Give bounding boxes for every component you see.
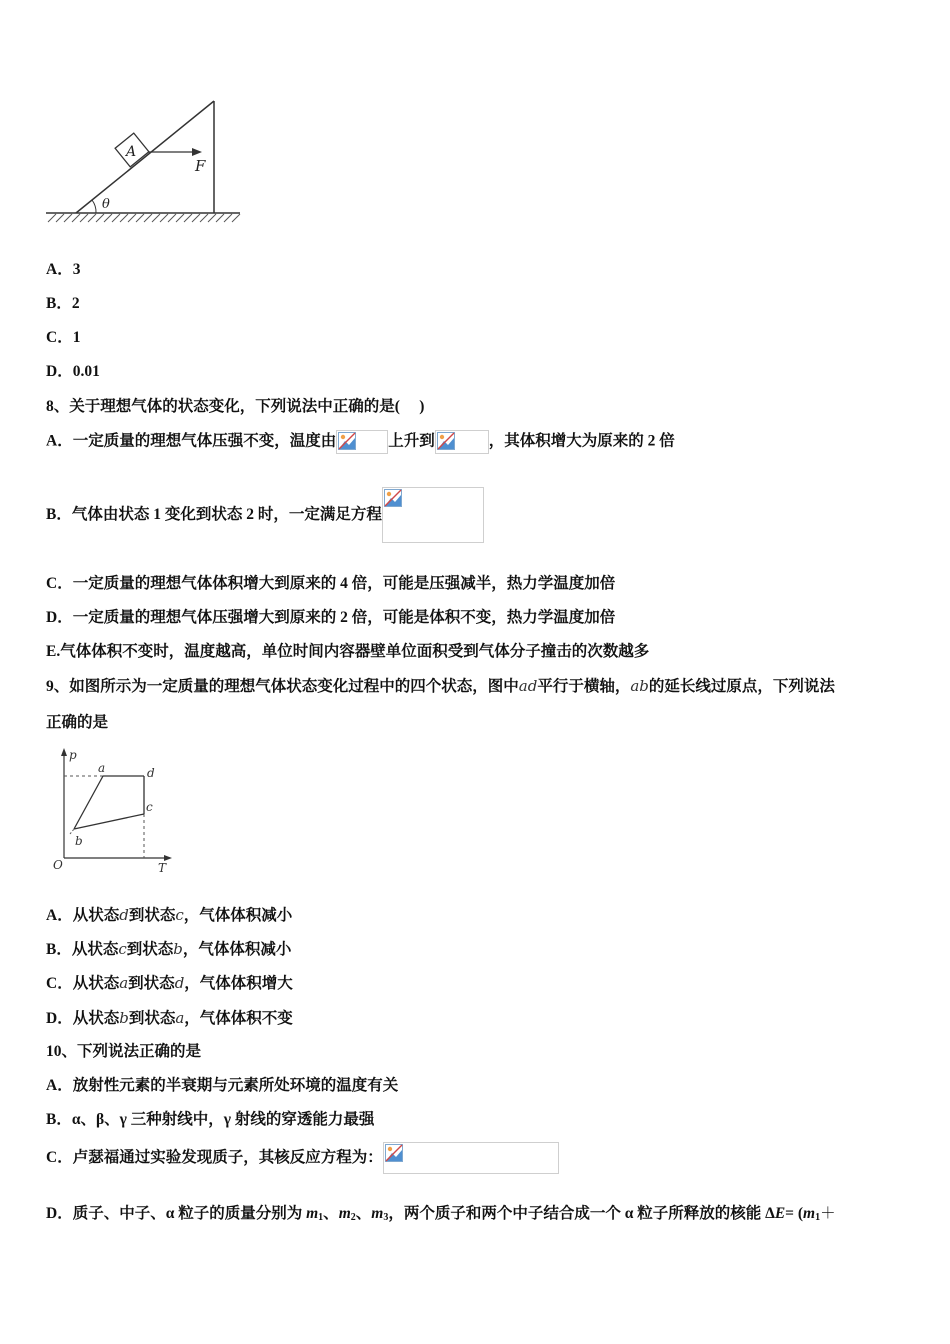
q7-option-c: C．1: [46, 329, 81, 346]
q7-option-d: D．0.01: [46, 363, 100, 380]
state-d-label: d: [147, 766, 155, 780]
q7-option-b: B．2: [46, 295, 80, 312]
q10-option-b: B．α、β、γ 三种射线中，γ 射线的穿透能力最强: [46, 1111, 375, 1128]
q8-option-c: C．一定质量的理想气体体积增大到原来的 4 倍，可能是压强减半，热力学温度加倍: [46, 575, 616, 592]
q10-option-c: C．卢瑟福通过实验发现质子，其核反应方程为：: [46, 1142, 559, 1174]
state-b-label: b: [75, 834, 83, 848]
q8-option-e: E.气体体积不变时，温度越高，单位时间内容器壁单位面积受到气体分子撞击的次数越多: [46, 643, 650, 660]
broken-image-icon: [437, 432, 455, 450]
q10-option-d: D．质子、中子、α 粒子的质量分别为 $m_1$、$m_2$、$m_3$，两个质子和两个中子结合成一个 α 粒子所释放的核能 $\Delta E= (m_1+$: [46, 1205, 836, 1223]
origin-label: O: [53, 858, 63, 872]
q10-option-a: A．放射性元素的半衰期与元素所处环境的温度有关: [46, 1077, 399, 1094]
broken-image-equation: [382, 487, 484, 543]
broken-image-icon: [338, 432, 356, 450]
pt-diagram: [48, 746, 178, 876]
t-axis-label: T: [158, 861, 167, 875]
broken-image-t2: [435, 430, 489, 454]
q8-option-a: A．一定质量的理想气体压强不变，温度由 上升到 ，其体积增大为原来的 2 倍: [46, 430, 675, 454]
state-a-label: a: [98, 761, 106, 775]
q9-stem: 9、如图所示为一定质量的理想气体状态变化过程中的四个状态，图中ad平行于横轴，ab的延长线过原点，下列说法: [46, 677, 835, 695]
q7-option-a: A．3: [46, 261, 81, 278]
p-axis-label: p: [69, 748, 77, 762]
q8-stem: 8、关于理想气体的状态变化，下列说法中正确的是( ): [46, 398, 425, 415]
p-axis-arrow: [61, 748, 67, 756]
q9-option-c: C．从状态a到状态d，气体体积增大: [46, 974, 293, 992]
q9-option-b: B．从状态c到状态b，气体体积减小: [46, 940, 292, 958]
angle-label: θ: [102, 197, 110, 212]
q9-stem-line2: 正确的是: [46, 714, 109, 731]
force-label: F: [195, 157, 206, 175]
var-ad: ad: [518, 677, 538, 695]
force-arrowhead: [192, 148, 202, 156]
broken-image-t1: [336, 430, 388, 454]
broken-image-reaction: [383, 1142, 559, 1174]
q10-stem: 10、下列说法正确的是: [46, 1043, 202, 1060]
line-cb: [74, 814, 144, 829]
angle-arc: [92, 200, 96, 213]
incline-figure: [44, 96, 244, 228]
broken-image-icon: [384, 489, 402, 507]
block-label: A: [126, 144, 137, 160]
q9-option-d: D．从状态b到状态a，气体体积不变: [46, 1009, 293, 1027]
incline-slope: [76, 101, 214, 213]
broken-image-icon: [385, 1144, 403, 1162]
q8-option-b: B．气体由状态 1 变化到状态 2 时，一定满足方程: [46, 487, 484, 543]
state-c-label: c: [146, 800, 153, 814]
var-ab: ab: [630, 677, 649, 695]
q8-option-d: D．一定质量的理想气体压强增大到原来的 2 倍，可能是体积不变，热力学温度加倍: [46, 609, 616, 626]
line-ab: [74, 776, 103, 829]
q9-option-a: A．从状态d到状态c，气体体积减小: [46, 906, 293, 924]
